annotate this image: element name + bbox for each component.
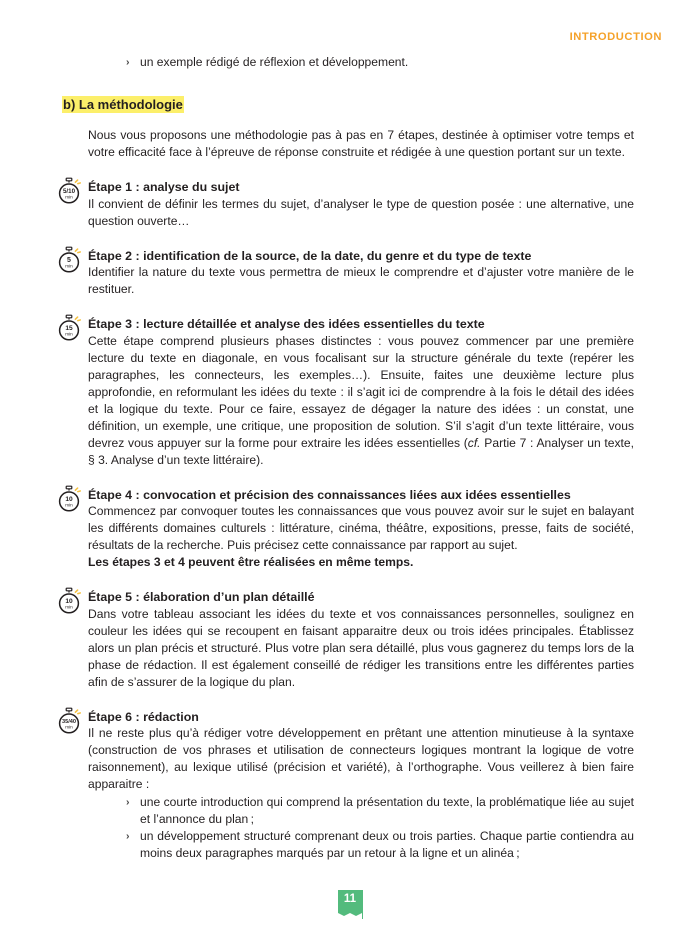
- list-item: [88, 54, 634, 71]
- chevron-right-icon: ›: [126, 830, 130, 842]
- stopwatch-icon: [55, 177, 83, 205]
- step-block-2: [65, 248, 634, 299]
- step-title: Étape 2 : identification de la source, de la date, du genre et du type de texte: [88, 248, 532, 263]
- stopwatch-value-6: 35/40: [62, 718, 76, 725]
- stopwatch-unit-1: min: [65, 194, 73, 200]
- step-title: Étape 4 : convocation et précision des connaissances liées aux idées essentielles: [88, 487, 571, 502]
- stopwatch-value-5: 10: [65, 598, 73, 605]
- stopwatch-value-4: 10: [65, 495, 73, 503]
- stopwatch-icon: [55, 314, 83, 342]
- section-heading: [62, 97, 184, 112]
- section-heading-label: b) La méthodologie: [63, 97, 183, 112]
- step-block-5: [65, 589, 634, 691]
- step-title: Étape 1 : analyse du sujet: [88, 180, 240, 194]
- page-number-ribbon: [338, 890, 363, 919]
- step-body: Il convient de définir les termes du sujet, d’analyser le type de question posée : une alternative, une question ouverte…: [88, 196, 634, 228]
- intro-paragraph: Nous vous proposons une méthodologie pas à pas en 7 étapes, destinée à optimiser votre temps et votre efficacité face à l’épreuve de réponse construite et rédigée à une question portant sur un texte.: [88, 128, 634, 159]
- chevron-right-icon: ›: [126, 796, 130, 808]
- stopwatch-value-1: 5/10: [62, 188, 76, 195]
- step-body: Commencez par convoquer toutes les connaissances que vous pouvez avoir sur le sujet en balayant les différents domaines culturels : littérature, cinéma, théâtre, expositions, presse, faits de société, résultats de la recherche. Puis précisez cette connaissance par rapport au sujet.: [88, 504, 634, 552]
- step-block-1: [62, 179, 634, 230]
- list-item: [88, 828, 634, 862]
- step-body-citation: cf.: [467, 435, 481, 450]
- page-footer: [0, 890, 700, 919]
- content-column: [62, 54, 634, 862]
- step-body-part1: Cette étape comprend plusieurs phases distinctes : vous pouvez commencer par une première lecture du texte en diagonale, en vous focalisant sur la structure générale du texte (repérer les paragraphes, les connecteurs, les exemples…). Ensuite, faites une deuxième lecture plus approfondie, en reformulant les idées du texte : il s’agit ici de comprendre à la fois le détail des idées et la logique du texte. Pour ce faire, essayez de dégager la nature des idées : un constat, une définition, un exemple, une critique, une proposition de solution. S’il s’agit d’un texte littéraire, vous devrez vous appuyer sur la forme pour extraire les idées essentielles (: [88, 333, 634, 450]
- page-number: 11: [343, 893, 357, 905]
- step-title: Étape 5 : élaboration d’un plan détaillé: [88, 590, 315, 604]
- stopwatch-unit-3: min: [65, 331, 73, 337]
- stopwatch-unit-2: min: [65, 262, 73, 268]
- step-block-3: [65, 316, 634, 469]
- list-item-label: un exemple rédigé de réflexion et développement.: [140, 55, 409, 69]
- ribbon-notch: [338, 913, 362, 919]
- step-sub-list: [88, 794, 634, 862]
- list-item-label: une courte introduction qui comprend la présentation du texte, la problématique liée au sujet et l’annonce du plan ;: [140, 795, 634, 826]
- stopwatch-icon: [55, 707, 83, 735]
- chevron-right-icon: ›: [126, 56, 130, 68]
- step-body: Il ne reste plus qu’à rédiger votre développement en prêtant une attention minutieuse à la syntaxe (construction de vos phrases et utilisation de connecteurs logiques montrant la logique de votre raisonnement), au lexique utilisé (précision et variété), à l’orthographe. Vous veillerez à bien faire apparaitre :: [88, 726, 634, 791]
- step-body: Identifier la nature du texte vous permettra de mieux le comprendre et d’ajuster votre manière de le restituer.: [88, 265, 634, 296]
- step-block-6: [62, 709, 634, 863]
- running-head: INTRODUCTION: [569, 31, 662, 43]
- stopwatch-icon: [55, 246, 83, 274]
- stopwatch-unit-5: min: [65, 604, 73, 610]
- stopwatch-icon: [55, 485, 83, 513]
- step-title: Étape 6 : rédaction: [88, 709, 199, 724]
- step-block-4: [65, 487, 634, 572]
- stopwatch-icon: [55, 587, 83, 615]
- stopwatch-value-2: 5: [67, 256, 71, 264]
- step-title: Étape 3 : lecture détaillée et analyse des idées essentielles du texte: [88, 317, 485, 331]
- stopwatch-value-3: 15: [65, 325, 73, 332]
- step-note: Les étapes 3 et 4 peuvent être réalisées en même temps.: [88, 555, 414, 569]
- step-body: [88, 333, 634, 469]
- list-item: [88, 794, 634, 828]
- step-body-part2: Partie 7 : Analyser un texte, § 3. Analyse d’un texte littéraire).: [88, 435, 634, 467]
- step-body: Dans votre tableau associant les idées du texte et vos connaissances personnelles, soulignez en couleur les idées qui se recoupent en faisant apparaitre deux ou trois idées principales. Établissez alors un plan précis et structuré. Plus votre plan sera détaillé, plus vous gagnerez du temps lors de la phase de rédaction. Il est également conseillé de rédiger les transitions entre les différentes parties afin de s’assurer de la logique du plan.: [88, 606, 634, 689]
- stopwatch-unit-6: min: [65, 723, 73, 729]
- list-item-label: un développement structuré comprenant deux ou trois parties. Chaque partie contiendra au moins deux paragraphes marqués par un retour à la ligne et un alinéa ;: [140, 829, 634, 860]
- stopwatch-unit-4: min: [65, 501, 73, 507]
